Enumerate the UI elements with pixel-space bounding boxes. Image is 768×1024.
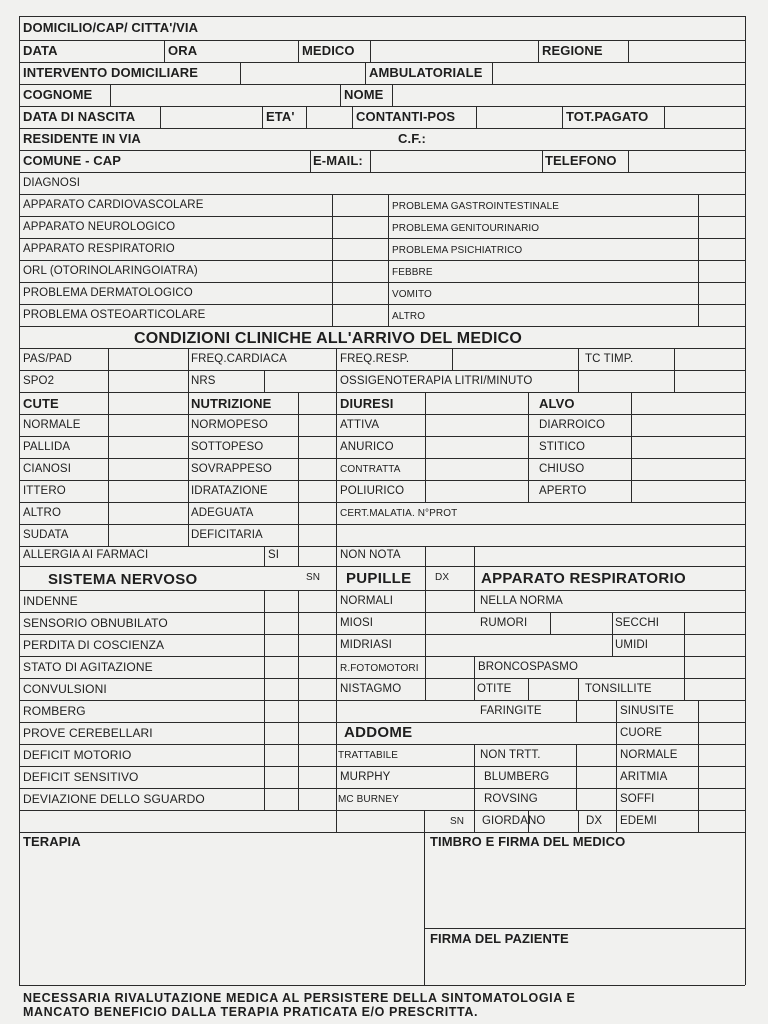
grid-line: [19, 414, 745, 415]
grid-line: [19, 480, 745, 481]
giordano-dx-label: DX: [586, 815, 603, 827]
grid-line: [365, 62, 366, 84]
grid-line: [19, 260, 745, 261]
grid-line: [476, 106, 477, 128]
grid-line: [616, 700, 617, 722]
ora-label: ORA: [168, 43, 198, 58]
grid-line: [370, 150, 371, 172]
grid-line: [19, 458, 745, 459]
grid-line: [612, 612, 613, 656]
grid-line: [684, 612, 685, 656]
grid-line: [19, 282, 745, 283]
grid-line: [332, 194, 333, 326]
nutrizione-item: DEFICITARIA: [191, 529, 263, 541]
allergia-label: ALLERGIA AI FARMACI: [23, 549, 149, 561]
diagnosi-item: PROBLEMA DERMATOLOGICO: [23, 287, 193, 299]
grid-line: [550, 612, 551, 634]
grid-line: [19, 678, 745, 679]
tc-timp-label: TC TIMP.: [585, 353, 634, 365]
grid-line: [562, 106, 563, 128]
nella-norma-label: NELLA NORMA: [480, 595, 563, 607]
sistema-nervoso-item: SENSORIO OBNUBILATO: [23, 616, 168, 630]
medico-label: MEDICO: [302, 43, 355, 58]
grid-line: [19, 348, 745, 349]
sistema-nervoso-title: SISTEMA NERVOSO: [48, 571, 198, 588]
grid-line: [19, 238, 745, 239]
grid-line: [528, 392, 529, 502]
grid-line: [392, 84, 393, 106]
diuresi-item: CONTRATTA: [340, 464, 401, 475]
pas-pad-label: PAS/PAD: [23, 353, 72, 365]
murphy-label: MURPHY: [340, 771, 391, 783]
sistema-nervoso-item: PERDITA DI COSCIENZA: [23, 638, 165, 652]
condizioni-title: CONDIZIONI CLINICHE ALL'ARRIVO DEL MEDICO: [134, 330, 523, 347]
cute-item: SUDATA: [23, 529, 69, 541]
grid-line: [425, 566, 426, 700]
alvo-title: ALVO: [539, 396, 575, 411]
terapia-label: TERAPIA: [23, 834, 81, 849]
grid-line: [19, 634, 745, 635]
grid-line: [264, 590, 265, 810]
nutrizione-item: NORMOPESO: [191, 419, 268, 431]
grid-line: [664, 106, 665, 128]
diagnosi-item: ALTRO: [392, 311, 426, 322]
grid-line: [474, 566, 475, 612]
grid-line: [578, 348, 579, 392]
grid-line: [336, 392, 337, 566]
grid-line: [528, 678, 529, 700]
mc-burney-label: MC BURNEY: [338, 794, 399, 805]
grid-line: [425, 546, 426, 566]
grid-line: [19, 216, 745, 217]
grid-line: [298, 590, 299, 810]
grid-line: [684, 678, 685, 700]
grid-line: [19, 788, 745, 789]
grid-line: [310, 150, 311, 172]
cuore-label: CUORE: [620, 727, 663, 739]
grid-line: [616, 744, 617, 832]
nutrizione-item: SOVRAPPESO: [191, 463, 272, 475]
grid-line: [340, 84, 341, 106]
grid-line: [19, 326, 745, 327]
grid-line: [19, 172, 745, 173]
ossigeno-label: OSSIGENOTERAPIA LITRI/MINUTO: [340, 375, 533, 387]
data-nascita-label: DATA DI NASCITA: [23, 109, 136, 124]
grid-line: [19, 16, 20, 985]
sistema-nervoso-item: INDENNE: [23, 594, 78, 608]
grid-line: [240, 62, 241, 84]
blumberg-label: BLUMBERG: [484, 771, 550, 783]
diagnosi-item: PROBLEMA GASTROINTESTINALE: [392, 201, 560, 212]
cert-malattia-label: CERT.MALATIA. N°PROT: [340, 508, 458, 519]
pupille-item: R.FOTOMOTORI: [340, 663, 419, 674]
contanti-pos-label: CONTANTI-POS: [356, 109, 456, 124]
nutrizione-title: NUTRIZIONE: [191, 396, 272, 411]
grid-line: [19, 612, 745, 613]
pupille-dx-label: DX: [435, 572, 450, 583]
diagnosi-item: PROBLEMA GENITOURINARIO: [392, 223, 540, 234]
apparato-respiratorio-title: APPARATO RESPIRATORIO: [481, 570, 686, 587]
intervento-domiciliare-label: INTERVENTO DOMICILIARE: [23, 65, 199, 80]
sistema-nervoso-item: DEFICIT MOTORIO: [23, 748, 132, 762]
rovsing-label: ROVSING: [484, 793, 538, 805]
nome-label: NOME: [344, 87, 384, 102]
grid-line: [19, 62, 745, 63]
grid-line: [306, 106, 307, 128]
data-label: DATA: [23, 43, 58, 58]
giordano-sn-label: SN: [450, 816, 465, 827]
diagnosi-item: PROBLEMA PSICHIATRICO: [392, 245, 523, 256]
grid-line: [19, 150, 745, 151]
sinusite-label: SINUSITE: [620, 705, 674, 717]
email-label: E-MAIL:: [313, 153, 363, 168]
grid-line: [674, 348, 675, 392]
cute-item: ITTERO: [23, 485, 66, 497]
diagnosi-item: FEBBRE: [392, 267, 433, 278]
si-label: SI: [268, 549, 280, 561]
grid-line: [19, 106, 745, 107]
non-nota-label: NON NOTA: [340, 549, 401, 561]
cute-item: ALTRO: [23, 507, 61, 519]
grid-line: [576, 700, 577, 722]
grid-line: [19, 722, 745, 723]
grid-line: [352, 106, 353, 128]
grid-line: [424, 810, 425, 832]
grid-line: [19, 84, 745, 85]
sistema-nervoso-item: ROMBERG: [23, 704, 86, 718]
grid-line: [160, 106, 161, 128]
spo2-label: SPO2: [23, 375, 55, 387]
diagnosi-item: APPARATO NEUROLOGICO: [23, 221, 176, 233]
grid-line: [264, 546, 265, 566]
grid-line: [19, 392, 745, 393]
grid-line: [424, 928, 745, 929]
diagnosi-item: ORL (OTORINOLARINGOIATRA): [23, 265, 198, 277]
grid-line: [19, 700, 745, 701]
diagnosi-title: DIAGNOSI: [23, 177, 81, 189]
trattabile-label: TRATTABILE: [338, 750, 399, 761]
grid-line: [19, 832, 745, 833]
grid-line: [188, 392, 189, 546]
diagnosi-item: APPARATO RESPIRATORIO: [23, 243, 175, 255]
broncospasmo-label: BRONCOSPASMO: [478, 661, 579, 673]
comune-cap-label: COMUNE - CAP: [23, 153, 121, 168]
grid-line: [684, 656, 685, 678]
umidi-label: UMIDI: [615, 639, 649, 651]
grid-line: [188, 370, 189, 392]
grid-line: [474, 546, 475, 566]
grid-line: [298, 40, 299, 62]
nrs-label: NRS: [191, 375, 216, 387]
grid-line: [262, 106, 263, 128]
grid-line: [110, 84, 111, 106]
alvo-item: CHIUSO: [539, 463, 585, 475]
grid-line: [19, 40, 745, 41]
grid-line: [19, 656, 745, 657]
addome-title: ADDOME: [344, 724, 413, 741]
nutrizione-item: SOTTOPESO: [191, 441, 264, 453]
grid-line: [188, 348, 189, 370]
grid-line: [616, 722, 617, 744]
grid-line: [474, 656, 475, 700]
sistema-nervoso-item: DEFICIT SENSITIVO: [23, 770, 139, 784]
freq-cardiaca-label: FREQ.CARDIACA: [191, 353, 287, 365]
grid-line: [745, 16, 746, 985]
grid-line: [474, 744, 475, 810]
pupille-item: NISTAGMO: [340, 683, 402, 695]
faringite-label: FARINGITE: [480, 705, 542, 717]
grid-line: [336, 348, 337, 370]
grid-line: [631, 392, 632, 502]
grid-line: [108, 370, 109, 392]
grid-line: [108, 348, 109, 370]
footer-note-line1: NECESSARIA RIVALUTAZIONE MEDICA AL PERSISTERE DELLA SINTOMATOLOGIA E: [23, 991, 576, 1005]
grid-line: [298, 546, 299, 566]
grid-line: [19, 128, 745, 129]
telefono-label: TELEFONO: [545, 153, 617, 168]
grid-line: [19, 194, 745, 195]
grid-line: [19, 524, 745, 525]
cute-item: CIANOSI: [23, 463, 71, 475]
grid-line: [388, 194, 389, 326]
diuresi-title: DIURESI: [340, 396, 394, 411]
grid-line: [370, 40, 371, 62]
grid-line: [425, 392, 426, 502]
grid-line: [576, 744, 577, 810]
grid-line: [452, 348, 453, 370]
grid-line: [19, 502, 745, 503]
grid-line: [698, 194, 699, 326]
cute-title: CUTE: [23, 396, 59, 411]
grid-line: [19, 304, 745, 305]
grid-line: [698, 744, 699, 832]
diuresi-item: ANURICO: [340, 441, 394, 453]
normale-label: NORMALE: [620, 749, 678, 761]
grid-line: [164, 40, 165, 62]
sistema-nervoso-item: PROVE CEREBELLARI: [23, 726, 153, 740]
grid-line: [628, 40, 629, 62]
grid-line: [19, 370, 745, 371]
pupille-item: NORMALI: [340, 595, 394, 607]
grid-line: [19, 436, 745, 437]
sistema-nervoso-item: DEVIAZIONE DELLO SGUARDO: [23, 792, 205, 806]
secchi-label: SECCHI: [615, 617, 660, 629]
nutrizione-item: IDRATAZIONE: [191, 485, 268, 497]
grid-line: [19, 566, 745, 567]
grid-line: [628, 150, 629, 172]
grid-line: [538, 40, 539, 62]
sistema-nervoso-item: STATO DI AGITAZIONE: [23, 660, 153, 674]
grid-line: [19, 16, 745, 17]
eta-label: ETA': [266, 109, 295, 124]
alvo-item: DIARROICO: [539, 419, 606, 431]
grid-line: [19, 810, 745, 811]
regione-label: REGIONE: [542, 43, 603, 58]
rumori-label: RUMORI: [480, 617, 528, 629]
grid-line: [108, 392, 109, 546]
grid-line: [19, 766, 745, 767]
giordano-label: GIORDANO: [482, 815, 546, 827]
aritmia-label: ARITMIA: [620, 771, 668, 783]
grid-line: [336, 566, 337, 832]
grid-line: [578, 678, 579, 700]
firma-paziente-label: FIRMA DEL PAZIENTE: [430, 931, 569, 946]
grid-line: [19, 985, 745, 986]
grid-line: [542, 150, 543, 172]
cognome-label: COGNOME: [23, 87, 93, 102]
residente-label: RESIDENTE IN VIA: [23, 131, 141, 146]
grid-line: [19, 590, 745, 591]
diagnosi-item: VOMITO: [392, 289, 432, 300]
cf-label: C.F.:: [398, 131, 426, 146]
cute-item: PALLIDA: [23, 441, 71, 453]
grid-line: [474, 810, 475, 832]
alvo-item: STITICO: [539, 441, 586, 453]
diagnosi-item: PROBLEMA OSTEOARTICOLARE: [23, 309, 206, 321]
footer-note-line2: MANCATO BENEFICIO DALLA TERAPIA PRATICATA E/O PRESCRITTA.: [23, 1005, 479, 1019]
freq-resp-label: FREQ.RESP.: [340, 353, 410, 365]
pupille-item: MIDRIASI: [340, 639, 392, 651]
grid-line: [698, 722, 699, 744]
grid-line: [19, 546, 745, 547]
nutrizione-item: ADEGUATA: [191, 507, 254, 519]
diuresi-item: ATTIVA: [340, 419, 380, 431]
grid-line: [698, 700, 699, 722]
diagnosi-item: APPARATO CARDIOVASCOLARE: [23, 199, 204, 211]
grid-line: [298, 392, 299, 546]
alvo-item: APERTO: [539, 485, 587, 497]
timbro-firma-medico-label: TIMBRO E FIRMA DEL MEDICO: [430, 834, 626, 849]
pupille-sn-label: SN: [306, 572, 321, 583]
ambulatoriale-label: AMBULATORIALE: [369, 65, 483, 80]
grid-line: [264, 370, 265, 392]
tot-pagato-label: TOT.PAGATO: [566, 109, 649, 124]
tonsillite-label: TONSILLITE: [585, 683, 652, 695]
grid-line: [492, 62, 493, 84]
pupille-title: PUPILLE: [346, 570, 412, 587]
diuresi-item: POLIURICO: [340, 485, 405, 497]
otite-label: OTITE: [477, 683, 512, 695]
soffi-label: SOFFI: [620, 793, 655, 805]
edemi-label: EDEMI: [620, 815, 657, 827]
non-trtt-label: NON TRTT.: [480, 749, 541, 761]
grid-line: [424, 832, 425, 985]
grid-line: [19, 744, 745, 745]
domicilio-label: DOMICILIO/CAP/ CITTA'/VIA: [23, 20, 199, 35]
sistema-nervoso-item: CONVULSIONI: [23, 682, 107, 696]
cute-item: NORMALE: [23, 419, 81, 431]
grid-line: [578, 810, 579, 832]
grid-line: [336, 370, 337, 392]
pupille-item: MIOSI: [340, 617, 374, 629]
